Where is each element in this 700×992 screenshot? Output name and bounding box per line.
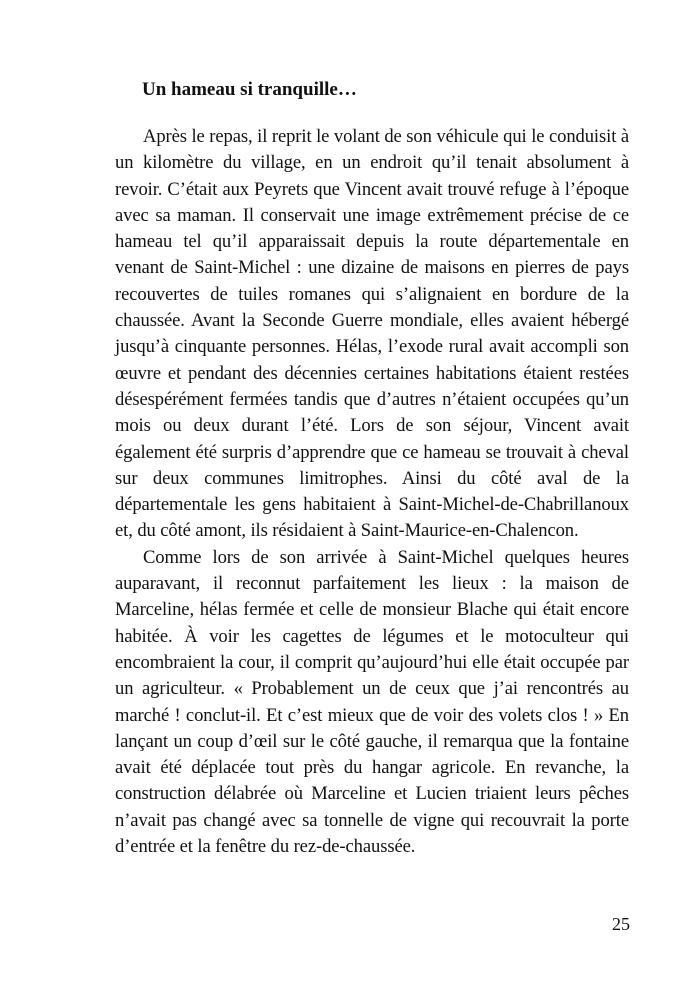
paragraph-2: Comme lors de son arrivée à Saint-Michel quelques heures auparavant, il reconnut parfaitement les lieux : la maison de Marceline, hélas fermée et celle de monsieur Blache qui était encore habitée. À voir les cagettes de légumes et le motoculteur qui encombraient la cour, il comprit qu’aujourd’hui elle était occupée par un agriculteur. « Probablement un de ceux que j’ai rencontrés au marché ! conclut-il. Et c’est mieux que de voir des volets clos ! » En lançant un coup d’œil sur le côté gauche, il remarqua que la fontaine avait été déplacée tout près du hangar agricole. En revanche, la construction délabrée où Marceline et Lucien triaient leurs pêches n’avait pas changé avec sa tonnelle de vigne qui recouvrait la porte d’entrée et la fenêtre du rez-de-chaussée. [115,546,629,858]
paragraph-1: Après le repas, il reprit le volant de son véhicule qui le conduisit à un kilomètre du village, en un endroit qu’il tenait absolument à revoir. C’était aux Peyrets que Vincent avait trouvé refuge à l’époque avec sa maman. Il conservait une image extrêmement précise de ce hameau tel qu’il apparaissait depuis la route départementale en venant de Saint-Michel : une dizaine de maisons en pierres de pays recouvertes de tuiles romanes qui s’alignaient en bordure de la chaussée. Avant la Seconde Guerre mondiale, elles avaient hébergé jusqu’à cinquante personnes. Hélas, l’exode rural avait accompli son œuvre et pendant des décennies certaines habitations étaient restées désespérément fermées tandis que d’autres n’étaient occupées qu’un mois ou deux durant l’été. Lors de son séjour, Vincent avait également été surpris d’apprendre que ce hameau se trouvait à cheval sur deux communes limitrophes. Ainsi du côté aval de la départementale les gens habitaient à Saint-Michel-de-Chabrillanoux et, du côté amont, ils résidaient à Saint-Maurice-en-Chalencon. [115,126,629,542]
page-body [115,78,629,860]
page-number: 25 [612,914,630,934]
section-heading: Un hameau si tranquille… [142,79,357,100]
